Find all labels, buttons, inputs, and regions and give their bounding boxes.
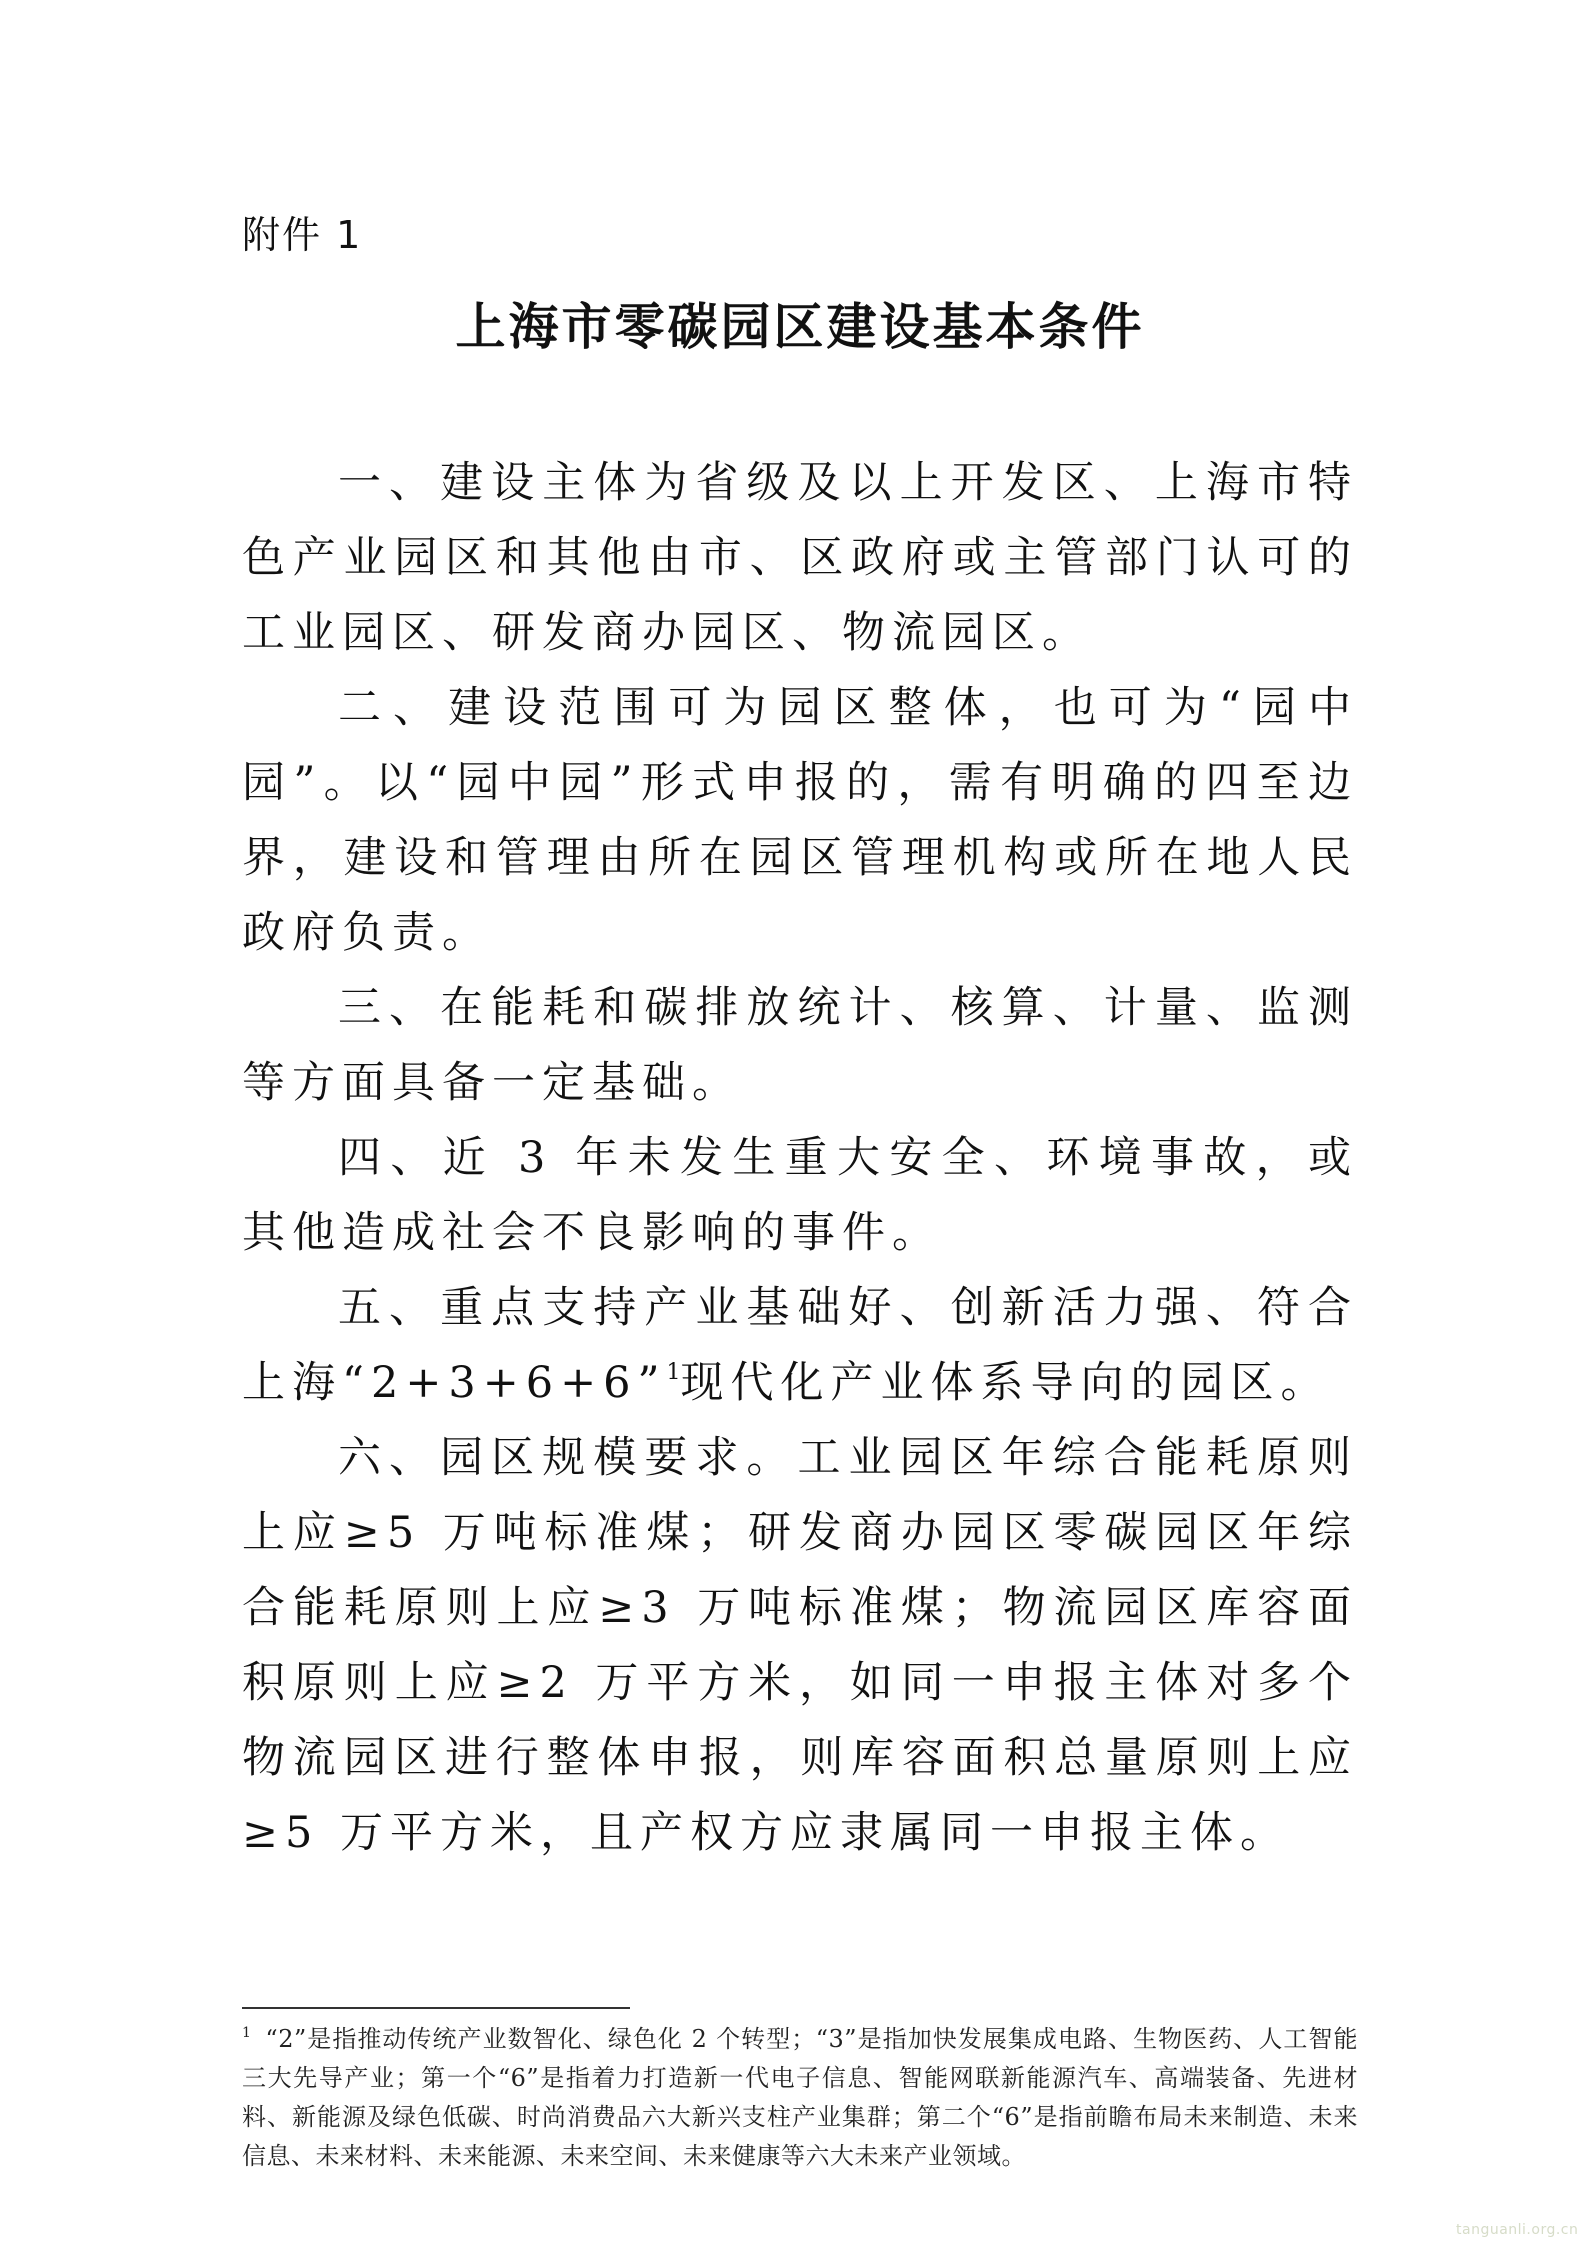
paragraph-2: 二、建设范围可为园区整体，也可为“园中园”。以“园中园”形式申报的，需有明确的四至边界，建设和管理由所在园区管理机构或所在地人民政府负责。: [242, 683, 1358, 958]
site-watermark: tanguanli.org.cn: [1456, 2222, 1579, 2238]
paragraph-1: 一、建设主体为省级及以上开发区、上海市特色产业园区和其他由市、区政府或主管部门认可的工业园区、研发商办园区、物流园区。: [242, 458, 1358, 658]
footnote-reference: 1: [666, 1360, 681, 1385]
footnote: [242, 2020, 1358, 2176]
footnote-text: “2”是指推动传统产业数智化、绿色化 2 个转型；“3”是指加快发展集成电路、生物医药、人工智能三大先导产业；第一个“6”是指着力打造新一代电子信息、智能网联新能源汽车、高端装备、先进材料、新能源及绿色低碳、时尚消费品六大新兴支柱产业集群；第二个“6”是指前瞻布局未来制造、未来信息、未来材料、未来能源、未来空间、未来健康等六大未来产业领域。: [242, 2025, 1358, 2170]
paragraph-5: [242, 1271, 1358, 1421]
document-body: [242, 446, 1358, 1871]
paragraph-4: 四、近 3 年未发生重大安全、环境事故，或其他造成社会不良影响的事件。: [242, 1133, 1358, 1258]
footnote-marker: 1: [242, 2025, 252, 2041]
paragraph-5-text: 五、重点支持产业基础好、创新活力强、符合上海“2+3+6+6”: [242, 1283, 1358, 1408]
paragraph-5-text-cont: 现代化产业体系导向的园区。: [680, 1358, 1331, 1408]
footnote-separator: [242, 2007, 630, 2009]
paragraph-6: 六、园区规模要求。工业园区年综合能耗原则上应≥5 万吨标准煤；研发商办园区零碳园区年综合能耗原则上应≥3 万吨标准煤；物流园区库容面积原则上应≥2 万平方米，如同一申报主体对多个物流园区进行整体申报，则库容面积总量原则上应≥5 万平方米，且产权方应隶属同一申报主体。: [242, 1433, 1358, 1858]
attachment-label: 附件 1: [242, 213, 363, 257]
paragraph-3: 三、在能耗和碳排放统计、核算、计量、监测等方面具备一定基础。: [242, 983, 1358, 1108]
document-title: 上海市零碳园区建设基本条件: [455, 297, 1145, 356]
